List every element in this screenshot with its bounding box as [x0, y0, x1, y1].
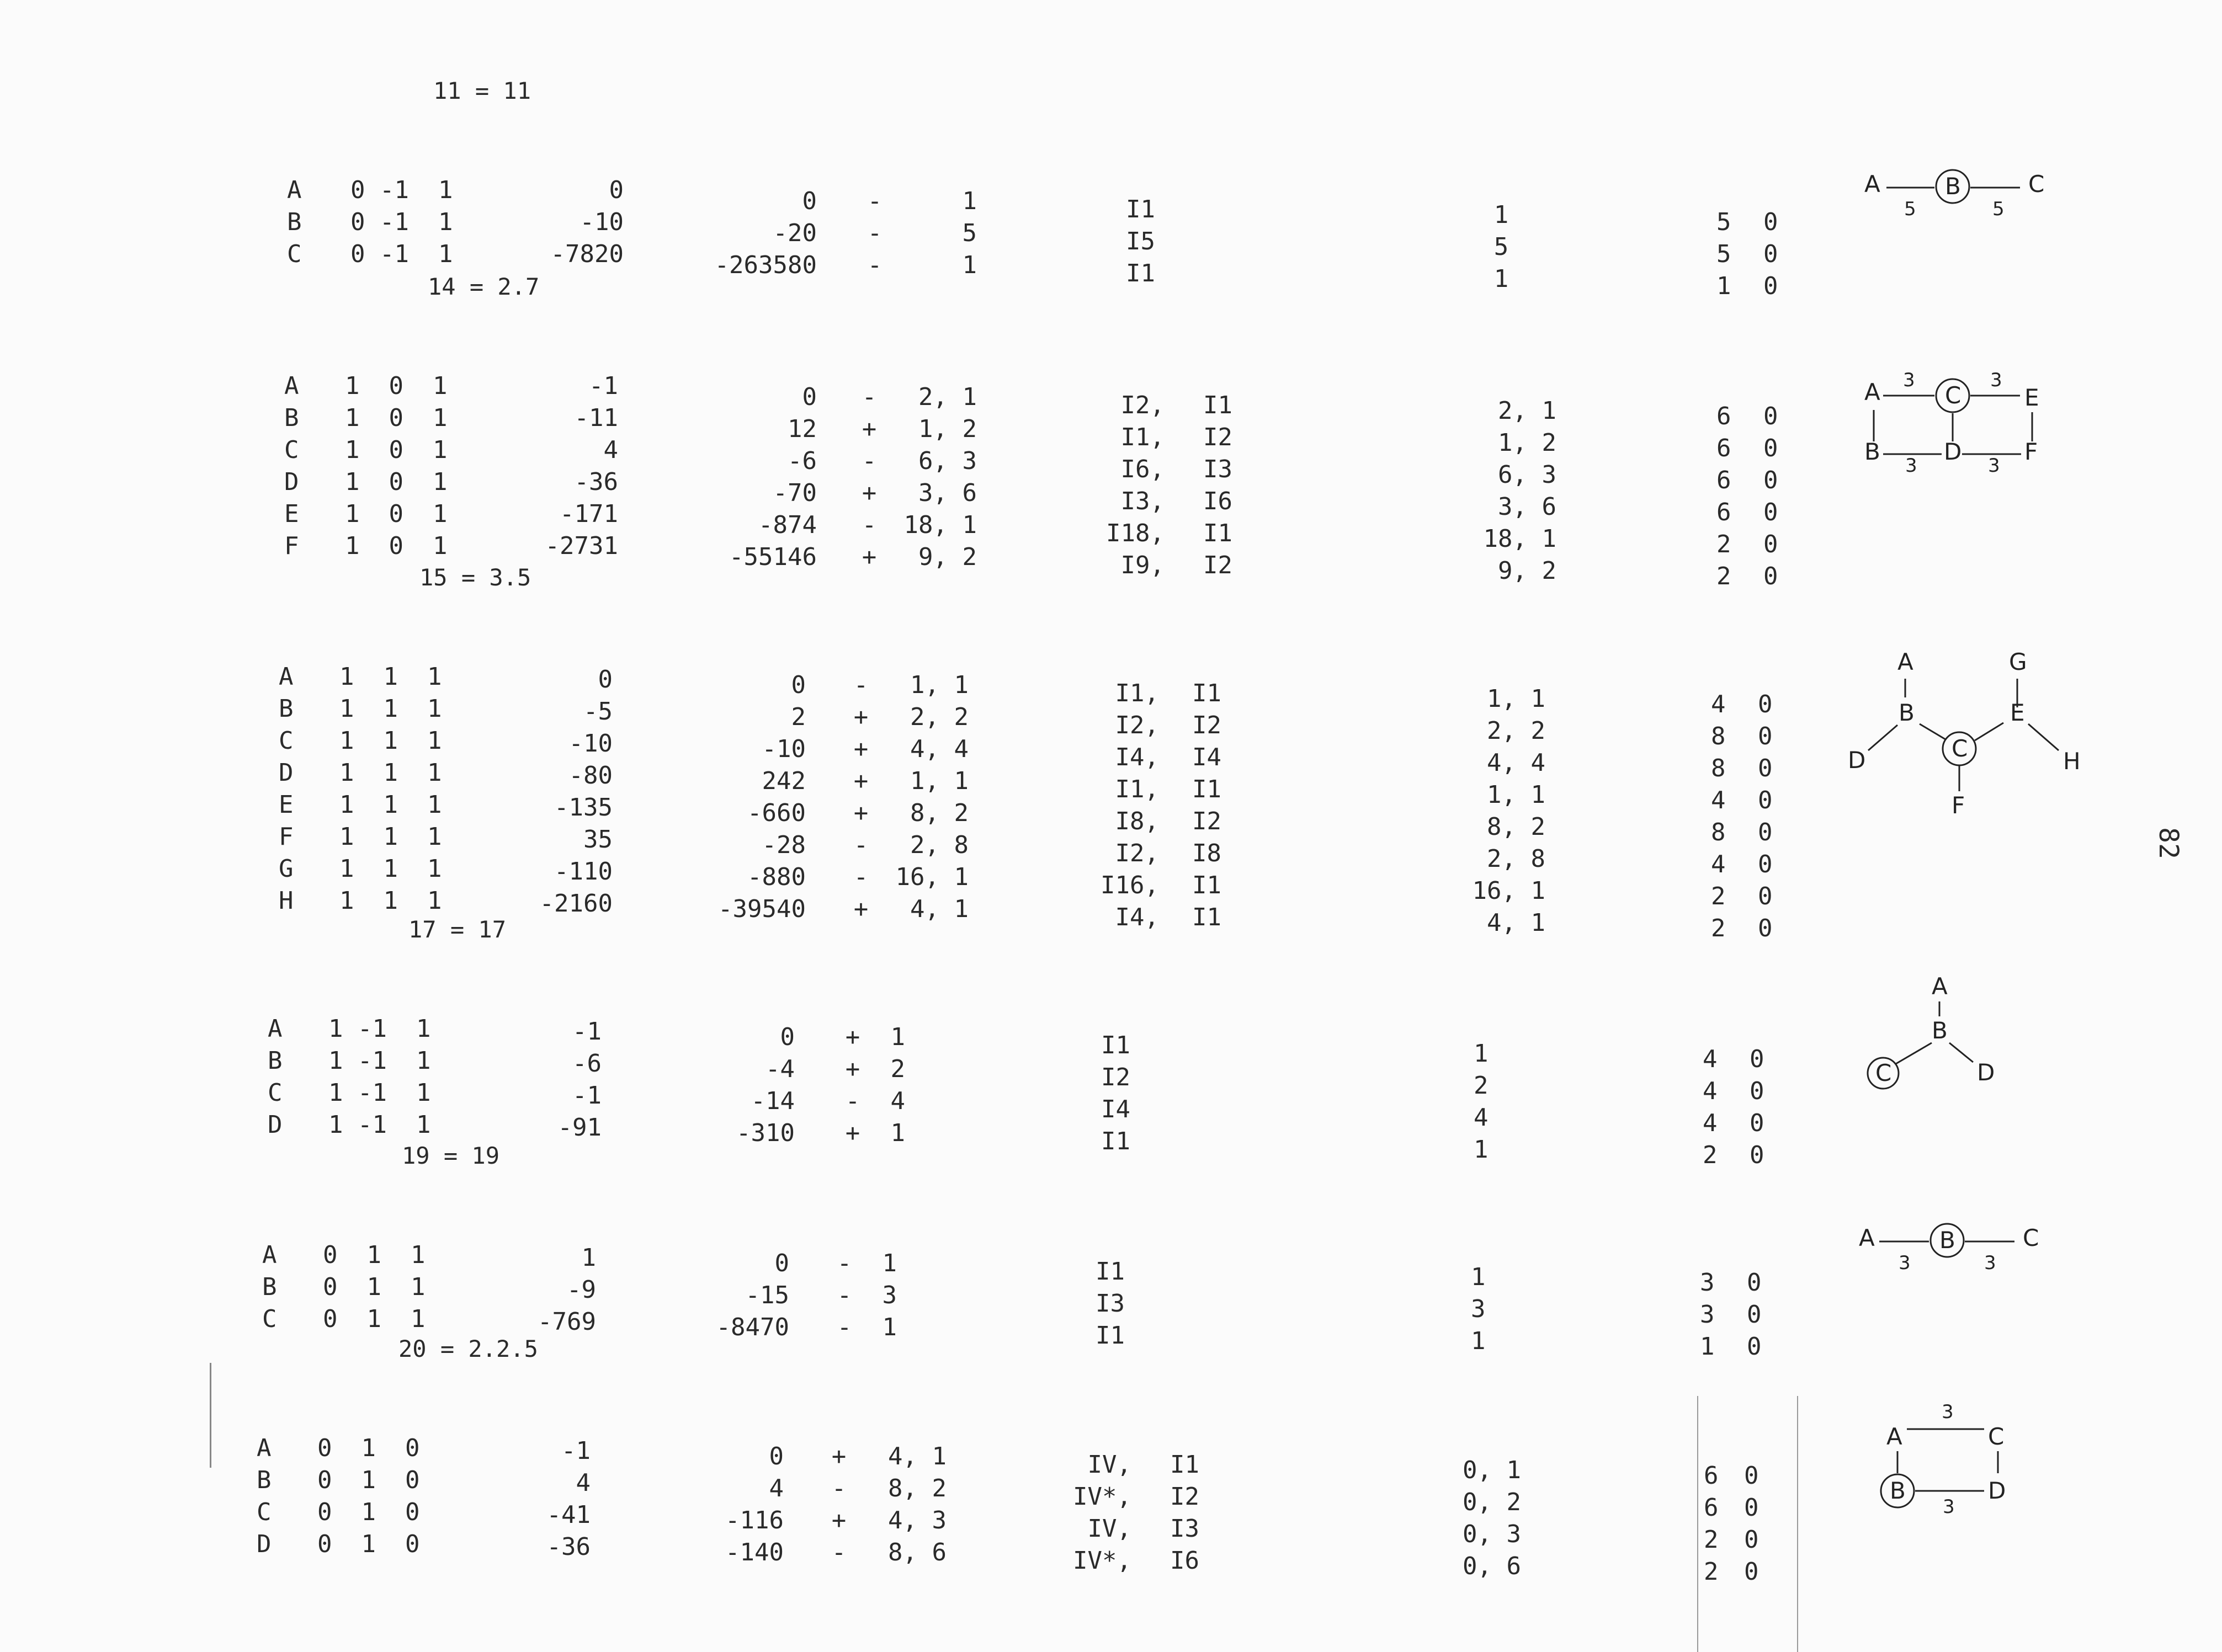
col2-pairs: 1 3 1: [882, 1249, 897, 1341]
col2-pairs: 4, 1 8, 2 4, 3 8, 6: [888, 1442, 947, 1566]
margin-mark: [210, 1363, 211, 1468]
node-label: B: [1932, 1017, 1948, 1044]
col4: 0, 1 0, 2 0, 3 0, 6: [1463, 1456, 1521, 1580]
edge-weight: 3: [1903, 369, 1915, 391]
values-column: 0 -5 -10 -80 -135 35 -110 -2160: [539, 665, 613, 918]
node-label: A: [1886, 1423, 1902, 1450]
col2-pairs: 1 5 1: [962, 187, 977, 279]
node-label: B: [1899, 699, 1915, 726]
col2-numbers: 0 -4 -14 -310: [736, 1023, 795, 1147]
node-label: A: [1864, 379, 1880, 406]
col2-numbers: 0 12 -6 -70 -874 -55146: [729, 383, 817, 571]
col2-signs: + - + -: [831, 1442, 847, 1566]
values-column: 0 -10 -7820: [550, 176, 624, 268]
row-letters: A B C D E F G H: [279, 663, 294, 915]
coefficients: 0 1 1 0 1 1 0 1 1: [323, 1241, 426, 1333]
col5-left: 6 6 2 2: [1697, 1396, 1798, 1652]
col3-left: I1 I5 I1: [1126, 195, 1155, 287]
node-label: G: [2009, 648, 2027, 675]
values-column: -1 4 -41 -36: [546, 1437, 591, 1561]
block-title: 14 = 2.7: [428, 273, 540, 300]
coefficients: 0 -1 1 0 -1 1 0 -1 1: [350, 176, 453, 268]
edge-weight: 3: [1942, 1401, 1954, 1423]
edge-weight: 3: [1905, 455, 1917, 477]
node-label: B: [1864, 438, 1880, 465]
row-letters: A B C D: [257, 1434, 272, 1558]
col2-numbers: 0 2 -10 242 -660 -28 -880 -39540: [718, 671, 806, 923]
col2-signs: + + - +: [845, 1023, 860, 1147]
node-label: F: [1952, 792, 1965, 819]
graph-figure-19: [1854, 1214, 2053, 1288]
node-label: E: [2010, 699, 2025, 726]
block-title: 19 = 19: [402, 1142, 500, 1169]
col2-pairs: 2, 1 1, 2 6, 3 3, 6 18, 1 9, 2: [903, 383, 977, 571]
col5-left: 3 3 1: [1700, 1269, 1715, 1361]
node-label: B: [1945, 173, 1961, 200]
node-label: C: [1988, 1423, 2005, 1450]
node-label: B: [1939, 1227, 1955, 1254]
col4: 2, 1 1, 2 6, 3 3, 6 18, 1 9, 2: [1483, 397, 1556, 585]
col5-right: 0 0 0: [1763, 208, 1778, 300]
coefficients: 1 -1 1 1 -1 1 1 -1 1 1 -1 1: [328, 1015, 431, 1139]
col4: 1 2 4 1: [1474, 1040, 1489, 1164]
col3-left: IV, IV*, IV, IV*,: [1073, 1451, 1131, 1575]
col2-numbers: 0 4 -116 -140: [725, 1442, 784, 1566]
node-label: E: [2024, 384, 2039, 411]
block-title: 17 = 17: [408, 916, 507, 943]
values-column: -1 -11 4 -36 -171 -2731: [545, 372, 618, 560]
col3-right: I1 I2 I3 I6 I1 I2: [1203, 391, 1232, 579]
col5-left: 4 8 8 4 8 4 2 2: [1711, 690, 1726, 942]
row-letters: A B C D: [268, 1015, 283, 1139]
node-label: H: [2063, 748, 2081, 775]
col3-left: I1, I2, I4, I1, I8, I2, I16, I4,: [1101, 679, 1159, 931]
node-label: D: [1848, 747, 1866, 774]
node-label: C: [2028, 170, 2045, 198]
col5-right: 0 0 0 0 0 0: [1763, 402, 1778, 590]
page-number: 82: [2152, 827, 2184, 859]
col3-left: I1 I2 I4 I1: [1101, 1031, 1130, 1155]
col3-left: I1 I3 I1: [1096, 1257, 1125, 1350]
node-label: A: [1932, 973, 1948, 1000]
col2-pairs: 1 2 4 1: [890, 1023, 905, 1147]
graph-figure-15: [1838, 647, 2103, 848]
node-label: C: [1945, 382, 1961, 409]
node-label: C: [1952, 735, 1968, 762]
col2-signs: - - -: [837, 1249, 852, 1341]
node-label: C: [1875, 1059, 1892, 1086]
block-title: 15 = 3.5: [419, 564, 531, 591]
col3-right: I1 I2 I4 I1 I2 I8 I1 I1: [1192, 679, 1221, 931]
col2-numbers: 0 -20 -263580: [714, 187, 817, 279]
edge-weight: 5: [1904, 198, 1916, 220]
col5-left: 4 4 4 2: [1703, 1045, 1718, 1169]
node-label: F: [2024, 438, 2038, 465]
col4: 1, 1 2, 2 4, 4 1, 1 8, 2 2, 8 16, 1 4, 1: [1472, 685, 1545, 937]
col3-right: I1 I2 I3 I6: [1170, 1451, 1199, 1575]
col2-pairs: 1, 1 2, 2 4, 4 1, 1 8, 2 2, 8 16, 1 4, 1: [895, 671, 969, 923]
node-label: D: [1944, 438, 1962, 465]
coefficients: 0 1 0 0 1 0 0 1 0 0 1 0: [317, 1434, 420, 1558]
row-letters: A B C: [287, 176, 302, 268]
values-column: -1 -6 -1 -91: [557, 1017, 602, 1142]
col5-right: 0 0 0 0: [1750, 1045, 1764, 1169]
edge-weight: 5: [1992, 198, 2005, 220]
edge-weight: 3: [1943, 1496, 1955, 1518]
col2-signs: - - -: [867, 187, 883, 279]
edge-weight: 3: [1899, 1252, 1911, 1274]
row-letters: A B C: [262, 1241, 277, 1333]
node-label: D: [1977, 1059, 1995, 1086]
col5-left: 6 6 6 6 2 2: [1716, 402, 1731, 590]
row-letters: A B C D E F: [284, 372, 299, 560]
node-label: A: [1859, 1224, 1875, 1251]
col4: 1 3 1: [1471, 1263, 1486, 1355]
node-label: D: [1988, 1477, 2006, 1504]
block-title: 20 = 2.2.5: [398, 1335, 538, 1362]
edge-weight: 3: [1984, 1252, 1996, 1274]
node-label: B: [1890, 1477, 1906, 1504]
col2-signs: - + - + - +: [862, 383, 877, 571]
col2-numbers: 0 -15 -8470: [716, 1249, 789, 1341]
col3-left: I2, I1, I6, I3, I18, I9,: [1106, 391, 1165, 579]
edge-weight: 3: [1988, 455, 2000, 477]
col4: 1 5 1: [1493, 201, 1509, 293]
node-label: C: [2023, 1224, 2039, 1251]
graph-figure-20: [1865, 1396, 2031, 1525]
node-label: A: [1864, 170, 1880, 198]
col2-signs: - + + + + - - +: [853, 671, 869, 923]
col5-left: 5 5 1: [1716, 208, 1731, 300]
col5-right: 0 0 0: [1747, 1269, 1762, 1361]
graph-figure-14: [1860, 361, 2059, 491]
graph-figure-11: [1860, 160, 2059, 234]
col5-right: 0 0 0 0 0 0 0 0: [1758, 690, 1773, 942]
block-title: 11 = 11: [433, 77, 531, 104]
graph-figure-17: [1854, 971, 2031, 1100]
node-label: A: [1897, 648, 1913, 675]
edge-weight: 3: [1990, 369, 2002, 391]
coefficients: 1 1 1 1 1 1 1 1 1 1 1 1 1 1 1 1 1 1 1 1 1 1 1 1: [339, 663, 442, 915]
col5-right: 0 0 0 0: [1744, 1462, 1759, 1586]
values-column: 1 -9 -769: [538, 1244, 596, 1336]
coefficients: 1 0 1 1 0 1 1 0 1 1 0 1 1 0 1 1 0 1: [345, 372, 448, 560]
